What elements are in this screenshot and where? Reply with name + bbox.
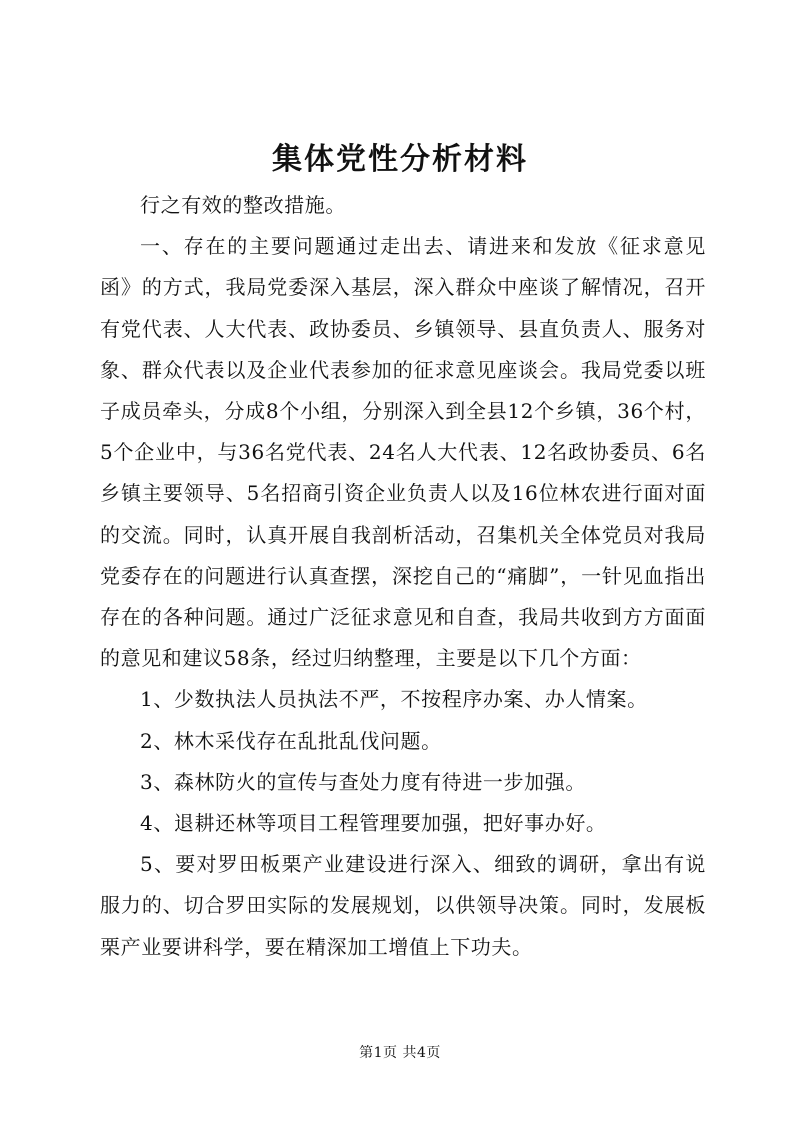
document-body	[100, 185, 706, 968]
page-number-footer: 第1页 共4页	[359, 1045, 441, 1061]
list-item: 4、退耕还林等项目工程管理要加强，把好事办好。	[140, 811, 607, 836]
paragraph-intro: 行之有效的整改措施。	[140, 193, 346, 217]
list-item: 3、森林防火的宣传与查处力度有待进一步加强。	[140, 769, 586, 794]
paragraph-main-issues: 一、存在的主要问题通过走出去、请进来和发放《征求意见函》的方式，我局党委深入基层，深入群众中座谈了解情况，召开有党代表、人大代表、政协委员、乡镇领导、县直负责人、服务对象、群众代表以及企业代表参加的征求意见座谈会。我局党委以班子成员牵头，分成8个小组，分别深入到全县12个乡镇，36个村，5个企业中，与36名党代表、24名人大代表、12名政协委员、6名乡镇主要领导、5名招商引资企业负责人以及16位林农进行面对面的交流。同时，认真开展自我剖析活动，召集机关全体党员对我局党委存在的问题进行认真查摆，深挖自己的“痛脚”，一针见血指出存在的各种问题。通过广泛征求意见和自查，我局共收到方方面面的意见和建议58条，经过归纳整理，主要是以下几个方面：	[100, 234, 706, 671]
list-item: 5、要对罗田板栗产业建设进行深入、细致的调研，拿出有说服力的、切合罗田实际的发展规划，以供领导决策。同时，发展板栗产业要讲科学，要在精深加工增值上下功夫。	[100, 852, 706, 959]
list-item: 2、林木采伐存在乱批乱伐问题。	[140, 728, 442, 753]
page-title: 集体党性分析材料	[272, 142, 528, 177]
list-item: 1、少数执法人员执法不严，不按程序办案、办人情案。	[140, 687, 648, 712]
